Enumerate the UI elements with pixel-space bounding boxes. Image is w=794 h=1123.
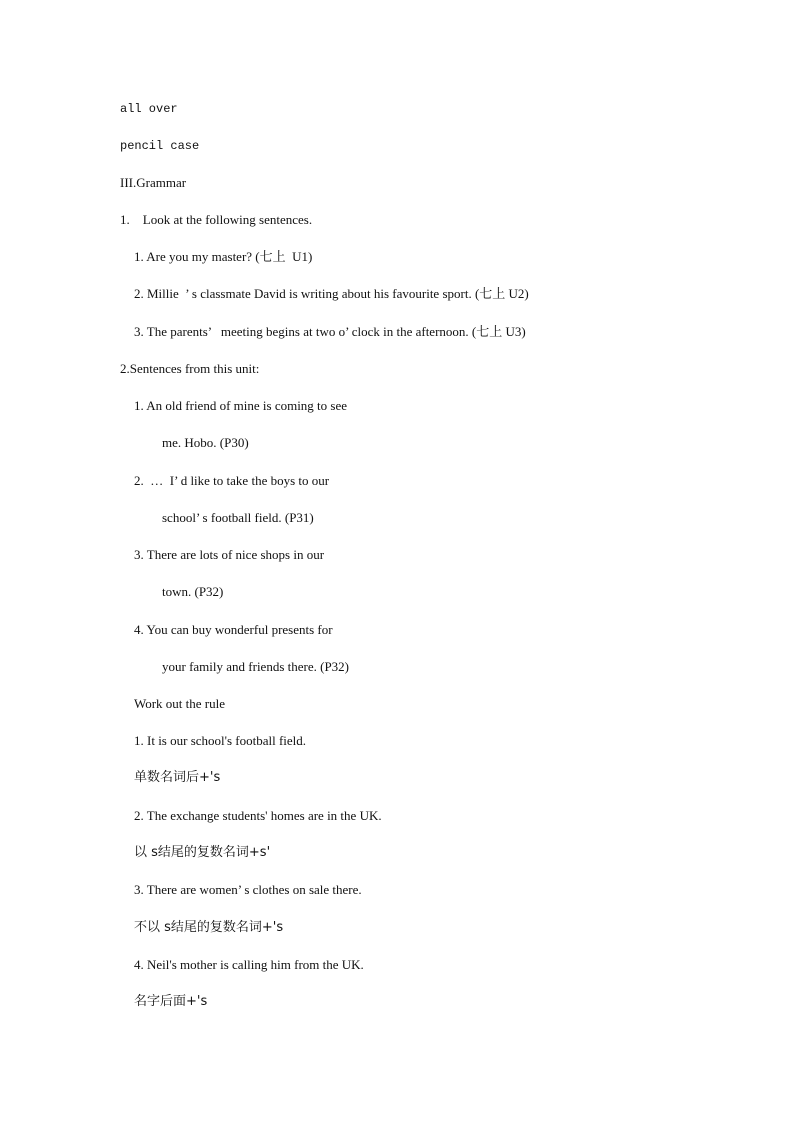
rule-example: 3. There are women’ s clothes on sale there. (134, 882, 362, 897)
unit-sentence-line1: 2. … I’ d like to take the boys to our (134, 473, 330, 488)
rule-text: 不以 s结尾的复数名词+'s (134, 920, 284, 935)
unit-sentence-line1: 1. An old friend of mine is coming to see (134, 398, 348, 413)
part1-sentence: 1. Are you my master? (七上 U1) (134, 249, 313, 264)
rule-text: 名字后面+'s (134, 994, 208, 1009)
rule-text: 单数名词后+'s (134, 770, 221, 785)
vocab-pencil-case: pencil case (120, 139, 200, 153)
unit-sentence-line2: school’ s football field. (P31) (162, 510, 314, 525)
part1-sentence: 3. The parents’ meeting begins at two o’ clock in the afternoon. (七上 U3) (134, 324, 526, 339)
unit-sentence-line2: town. (P32) (162, 584, 224, 599)
rule-example: 4. Neil's mother is calling him from the UK. (134, 957, 364, 972)
rule-example: 2. The exchange students' homes are in the UK. (134, 808, 382, 823)
part2-title: 2.Sentences from this unit: (120, 361, 260, 376)
unit-sentence-line2: your family and friends there. (P32) (162, 659, 350, 674)
unit-sentence-line1: 3. There are lots of nice shops in our (134, 547, 325, 562)
unit-sentence-line2: me. Hobo. (P30) (162, 435, 249, 450)
rule-title: Work out the rule (134, 696, 226, 711)
rule-text: 以 s结尾的复数名词+s' (134, 845, 271, 860)
unit-sentence-line1: 4. You can buy wonderful presents for (134, 622, 333, 637)
rule-example: 1. It is our school's football field. (134, 733, 307, 748)
part1-sentence: 2. Millie ’ s classmate David is writing about his favourite sport. (七上 U2) (134, 286, 529, 301)
section-heading-grammar: III.Grammar (120, 175, 187, 190)
part1-title: 1. Look at the following sentences. (120, 212, 313, 227)
vocab-all-over: all over (120, 102, 178, 116)
